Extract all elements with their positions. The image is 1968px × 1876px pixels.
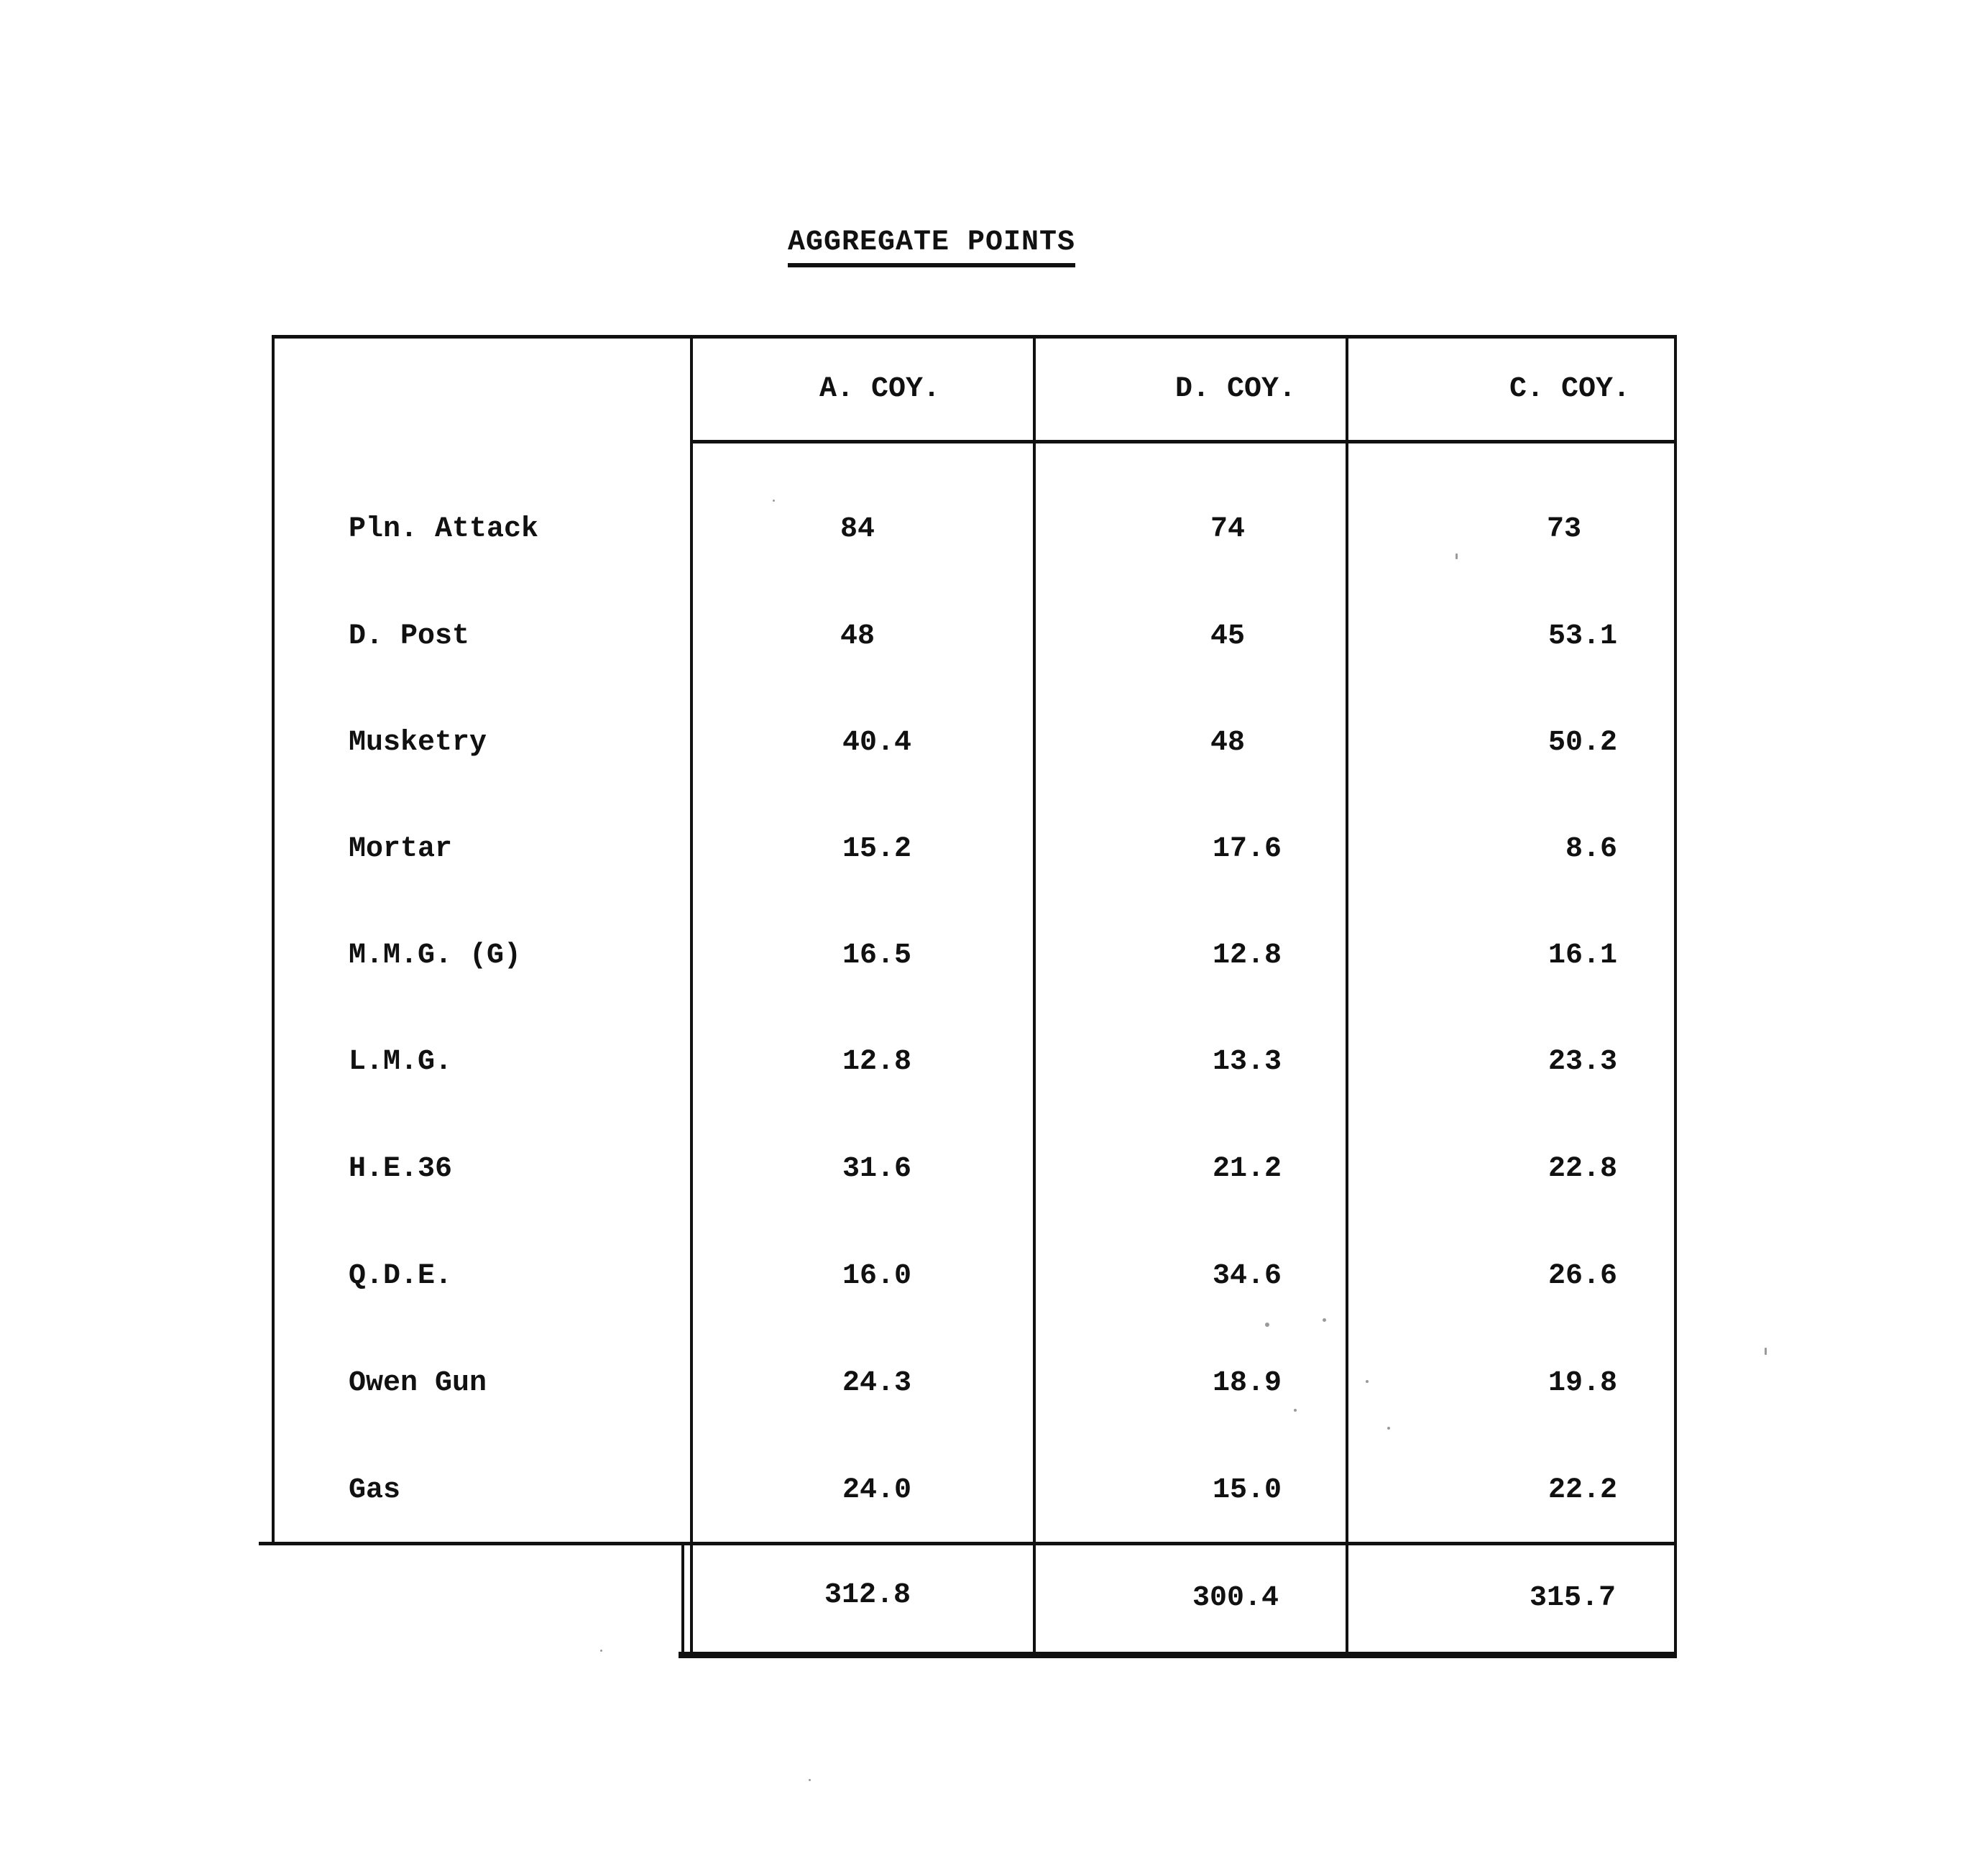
header-bottom-border — [691, 440, 1677, 443]
row-label: Owen Gun — [349, 1367, 487, 1399]
scan-speck — [773, 500, 775, 502]
row-label: Mortar — [349, 833, 453, 865]
cell-a-coy: 31.6 — [842, 1153, 911, 1185]
row-label: M.M.G. (G) — [349, 939, 522, 972]
cell-d-coy: 18.9 — [1212, 1367, 1282, 1399]
row-label: L.M.G. — [349, 1046, 453, 1078]
row-label: Gas — [349, 1474, 401, 1507]
cell-d-coy: 17.6 — [1212, 833, 1282, 865]
row-label: Q.D.E. — [349, 1260, 453, 1292]
body-bottom-border — [259, 1542, 1677, 1545]
scan-speck — [600, 1650, 602, 1652]
cell-d-coy: 34.6 — [1212, 1260, 1282, 1292]
cell-d-coy: 21.2 — [1212, 1153, 1282, 1185]
cell-d-coy: 15.0 — [1212, 1474, 1282, 1507]
column-header-c-coy: C. COY. — [1509, 373, 1631, 405]
scan-speck — [1387, 1427, 1390, 1430]
scan-speck — [1294, 1409, 1297, 1412]
cell-c-coy: 22.8 — [1548, 1153, 1617, 1185]
row-label: Musketry — [349, 727, 487, 759]
cell-a-coy: 12.8 — [842, 1046, 911, 1078]
cell-c-coy: 19.8 — [1548, 1367, 1617, 1399]
cell-c-coy: 16.1 — [1548, 939, 1617, 972]
table-right-border — [1674, 335, 1677, 1657]
row-label: H.E.36 — [349, 1153, 453, 1185]
scan-speck — [1323, 1318, 1326, 1322]
cell-d-coy: 48 — [1210, 727, 1245, 759]
cell-c-coy: 8.6 — [1565, 833, 1617, 865]
cell-c-coy: 50.2 — [1548, 727, 1617, 759]
cell-a-coy: 16.5 — [842, 939, 911, 972]
col-separator-1b — [681, 1544, 684, 1657]
cell-d-coy: 12.8 — [1212, 939, 1282, 972]
cell-a-coy: 24.0 — [842, 1474, 911, 1507]
column-header-d-coy: D. COY. — [1175, 373, 1297, 405]
cell-c-coy: 26.6 — [1548, 1260, 1617, 1292]
cell-c-coy: 22.2 — [1548, 1474, 1617, 1507]
cell-a-coy: 40.4 — [842, 727, 911, 759]
total-c-coy: 315.7 — [1529, 1582, 1616, 1614]
cell-c-coy: 53.1 — [1548, 620, 1617, 653]
cell-d-coy: 13.3 — [1212, 1046, 1282, 1078]
scan-speck — [809, 1779, 811, 1781]
row-label: D. Post — [349, 620, 470, 653]
cell-a-coy: 15.2 — [842, 833, 911, 865]
scan-speck — [1265, 1323, 1269, 1327]
col-separator-3 — [1346, 335, 1348, 1657]
cell-a-coy: 16.0 — [842, 1260, 911, 1292]
cell-a-coy: 24.3 — [842, 1367, 911, 1399]
cell-a-coy: 84 — [840, 513, 875, 546]
table-left-border — [272, 335, 275, 1544]
page-title: AGGREGATE POINTS — [788, 229, 1075, 267]
cell-c-coy: 73 — [1546, 513, 1581, 546]
cell-c-coy: 23.3 — [1548, 1046, 1617, 1078]
col-separator-2 — [1033, 335, 1036, 1657]
cell-d-coy: 45 — [1210, 620, 1245, 653]
scan-speck — [1456, 553, 1458, 559]
col-separator-1 — [690, 335, 693, 1657]
cell-d-coy: 74 — [1210, 513, 1245, 546]
cell-a-coy: 48 — [840, 620, 875, 653]
totals-bottom-border — [679, 1652, 1677, 1658]
total-d-coy: 300.4 — [1192, 1582, 1279, 1614]
column-header-a-coy: A. COY. — [819, 373, 941, 405]
scan-speck — [1366, 1380, 1369, 1383]
scan-speck — [1765, 1348, 1767, 1355]
table-top-border — [272, 335, 1677, 339]
row-label: Pln. Attack — [349, 513, 539, 546]
total-a-coy: 312.8 — [824, 1579, 911, 1611]
